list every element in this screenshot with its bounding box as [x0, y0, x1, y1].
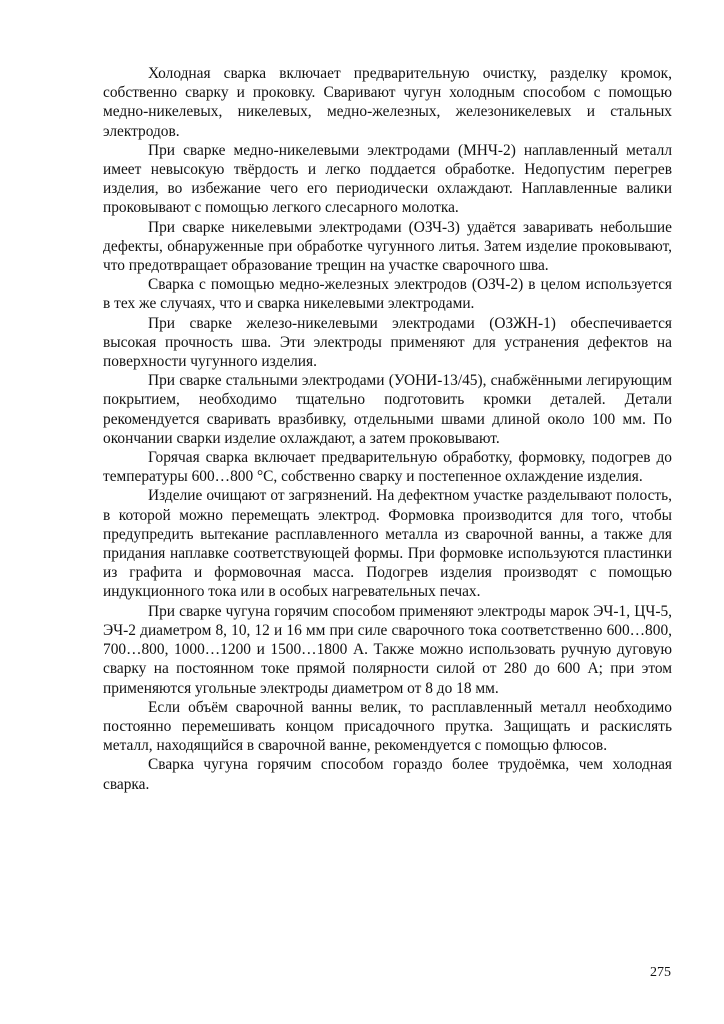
- paragraph: Холодная сварка включает предварительную очистку, разделку кромок, собственно сварку и проковку. Сваривают чугун холодным способом с помощью медно-никелевых, никелевых, медно-железных, железоникелевых и стальных электродов.: [103, 65, 672, 140]
- paragraph: Сварка с помощью медно-железных электродов (ОЗЧ-2) в целом используется в тех же случаях, что и сварка никелевыми электродами.: [103, 276, 672, 313]
- page-number: 275: [650, 965, 671, 980]
- body-text: [103, 64, 672, 794]
- paragraph: Изделие очищают от загрязнений. На дефектном участке разделывают полость, в которой можно перемещать электрод. Формовка производится для того, чтобы предупредить вытекание расплавленного металла из сварочной ванны, а также для придания наплавке соответствующей формы. При формовке используются пластинки из графита и формовочная масса. Подогрев изделия производят с помощью индукционного тока или в особых нагревательных печах.: [103, 487, 672, 601]
- paragraph: Сварка чугуна горячим способом гораздо более трудоёмка, чем холодная сварка.: [103, 756, 672, 793]
- paragraph: При сварке железо-никелевыми электродами (ОЗЖН-1) обеспечивается высокая прочность шва. Эти электроды применяют для устранения дефектов на поверхности чугунного изделия.: [103, 314, 672, 371]
- paragraph: Горячая сварка включает предварительную обработку, формовку, подогрев до температуры 600…800 °С, собственно сварку и постепенное охлаждение изделия.: [103, 449, 672, 486]
- paragraph: При сварке медно-никелевыми электродами (МНЧ-2) наплавленный металл имеет невысокую твёрдость и легко поддается обработке. Недопустим перегрев изделия, во избежание чего его периодически охлаждают. Наплавленные валики проковывают с помощью легкого слесарного молотка.: [103, 141, 672, 217]
- paragraph: При сварке стальными электродами (УОНИ-13/45), снабжёнными легирующим покрытием, необходимо тщательно подготовить кромки деталей. Детали рекомендуется сваривать вразбивку, отдельными швами длиной около 100 мм. По окончании сварки изделие охлаждают, а затем проковывают.: [103, 372, 672, 447]
- paragraph: При сварке никелевыми электродами (ОЗЧ-3) удаётся заваривать небольшие дефекты, обнаруженные при обработке чугунного литья. Затем изделие проковывают, что предотвращает образование трещин на участке сварочного шва.: [103, 218, 672, 275]
- paragraph: Если объём сварочной ванны велик, то расплавленный металл необходимо постоянно перемешивать концом присадочного прутка. Защищать и раскислять металл, находящийся в сварочной ванне, рекомендуется с помощью флюсов.: [103, 698, 672, 755]
- paragraph: При сварке чугуна горячим способом применяют электроды марок ЭЧ-1, ЦЧ-5, ЭЧ-2 диаметром 8, 10, 12 и 16 мм при силе сварочного тока соответственно 600…800, 700…800, 1000…1200 и 1500…1800 А. Также можно использовать ручную дуговую сварку на постоянном токе прямой полярности силой от 280 до 600 А; при этом применяются угольные электроды диаметром от 8 до 18 мм.: [103, 602, 672, 697]
